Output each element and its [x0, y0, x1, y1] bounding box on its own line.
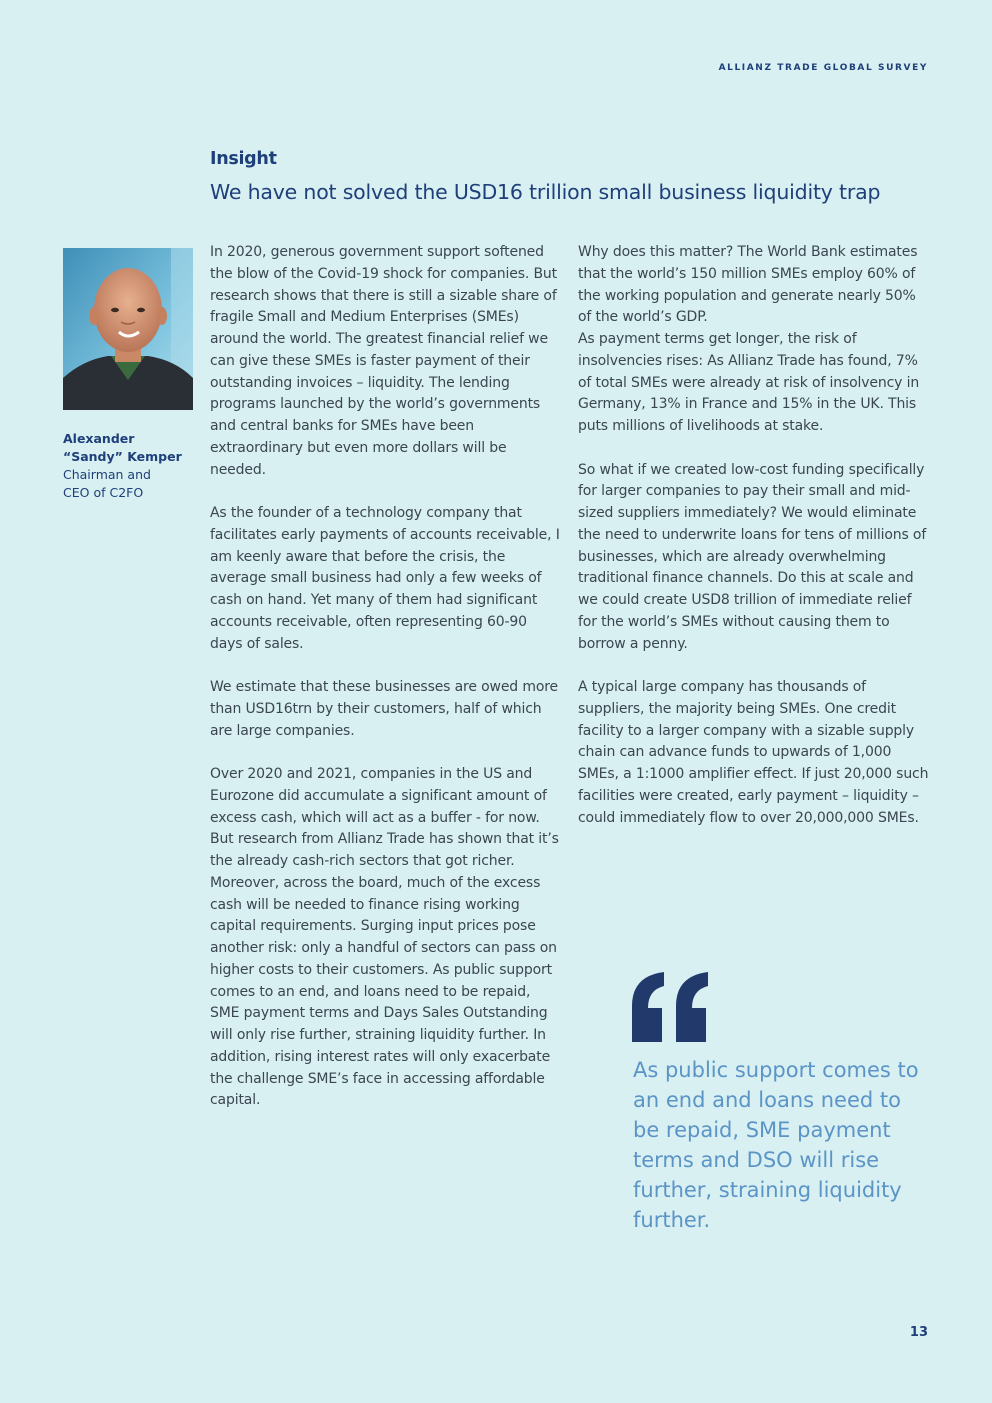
paragraph: We estimate that these businesses are owed more than USD16trn by their customers, half of which are large companies. [210, 679, 559, 739]
article-title: We have not solved the USD16 trillion small business liquidity trap [210, 180, 881, 204]
paragraph: So what if we created low-cost funding specifically for larger companies to pay their small and mid-sized suppliers immediately? We would eliminate the need to underwrite loans for tens of millions of businesses, which are already overwhelming traditional finance channels. Do this at scale and we could create USD8 trillion of immediate relief for the world’s SMEs without causing them to borrow a penny. [578, 461, 927, 652]
page-number: 13 [909, 1325, 928, 1340]
paragraph-part: As payment terms get longer, the risk of insolvencies rises: As Allianz Trade has found, 7% of total SMEs were already at risk of insolvency in Germany, 13% in France and 15% in the UK. This puts millions of livelihoods at stake. [578, 331, 920, 434]
author-name-line1: Alexander [63, 431, 135, 446]
paragraph-part: Why does this matter? The World Bank estimates that the world’s 150 million SMEs employ 60% of the working population and generate nearly 50% of the world’s GDP. [578, 244, 918, 326]
body-column-left [210, 242, 562, 1134]
author-role-line2: CEO of C2FO [63, 485, 144, 500]
survey-label: ALLIANZ TRADE GLOBAL SURVEY [718, 63, 928, 73]
pull-quote: As public support comes to an end and loans need to be repaid, SME payment terms and DSO will rise further, straining liquidity further. [633, 1058, 919, 1232]
paragraph: In 2020, generous government support softened the blow of the Covid-19 shock for companies. But research shows that there is still a sizable share of fragile Small and Medium Enterprises (SMEs) around the world. The greatest financial relief we can give these SMEs is faster payment of their outstanding invoices – liquidity. The lending programs launched by the world’s governments and central banks for SMEs have been extraordinary but even more dollars will be needed. [210, 244, 557, 478]
author-name-line2: “Sandy” Kemper [63, 449, 182, 464]
section-kicker: Insight [210, 149, 277, 169]
paragraph: A typical large company has thousands of suppliers, the majority being SMEs. One credit facility to a larger company with a sizable supply chain can advance funds to upwards of 1,000 SMEs, a 1:1000 amplifier effect. If just 20,000 such facilities were created, early payment – liquidity – could immediately flow to over 20,000,000 SMEs. [578, 679, 929, 826]
author-byline [63, 430, 203, 502]
author-portrait [63, 248, 193, 410]
body-column-right [578, 242, 930, 851]
paragraph: As the founder of a technology company that facilitates early payments of accounts receivable, I am keenly aware that before the crisis, the average small business had only a few weeks of cash on hand. Yet many of them had significant accounts receivable, often representing 60-90 days of sales. [210, 505, 560, 652]
paragraph [578, 242, 930, 438]
quote-mark-icon [632, 972, 710, 1042]
paragraph: Over 2020 and 2021, companies in the US and Eurozone did accumulate a significant amount of excess cash, which will act as a buffer - for now. But research from Allianz Trade has shown that it’s the already cash-rich sectors that got richer. Moreover, across the board, much of the excess cash will be needed to finance rising working capital requirements. Surging input prices pose another risk: only a handful of sectors can pass on higher costs to their customers. As public support comes to an end, and loans need to be repaid, SME payment terms and Days Sales Outstanding will only rise further, straining liquidity further. In addition, rising interest rates will only exacerbate the challenge SME’s face in accessing affordable capital. [210, 766, 559, 1109]
author-photo [63, 248, 193, 410]
author-role-line1: Chairman and [63, 467, 151, 482]
